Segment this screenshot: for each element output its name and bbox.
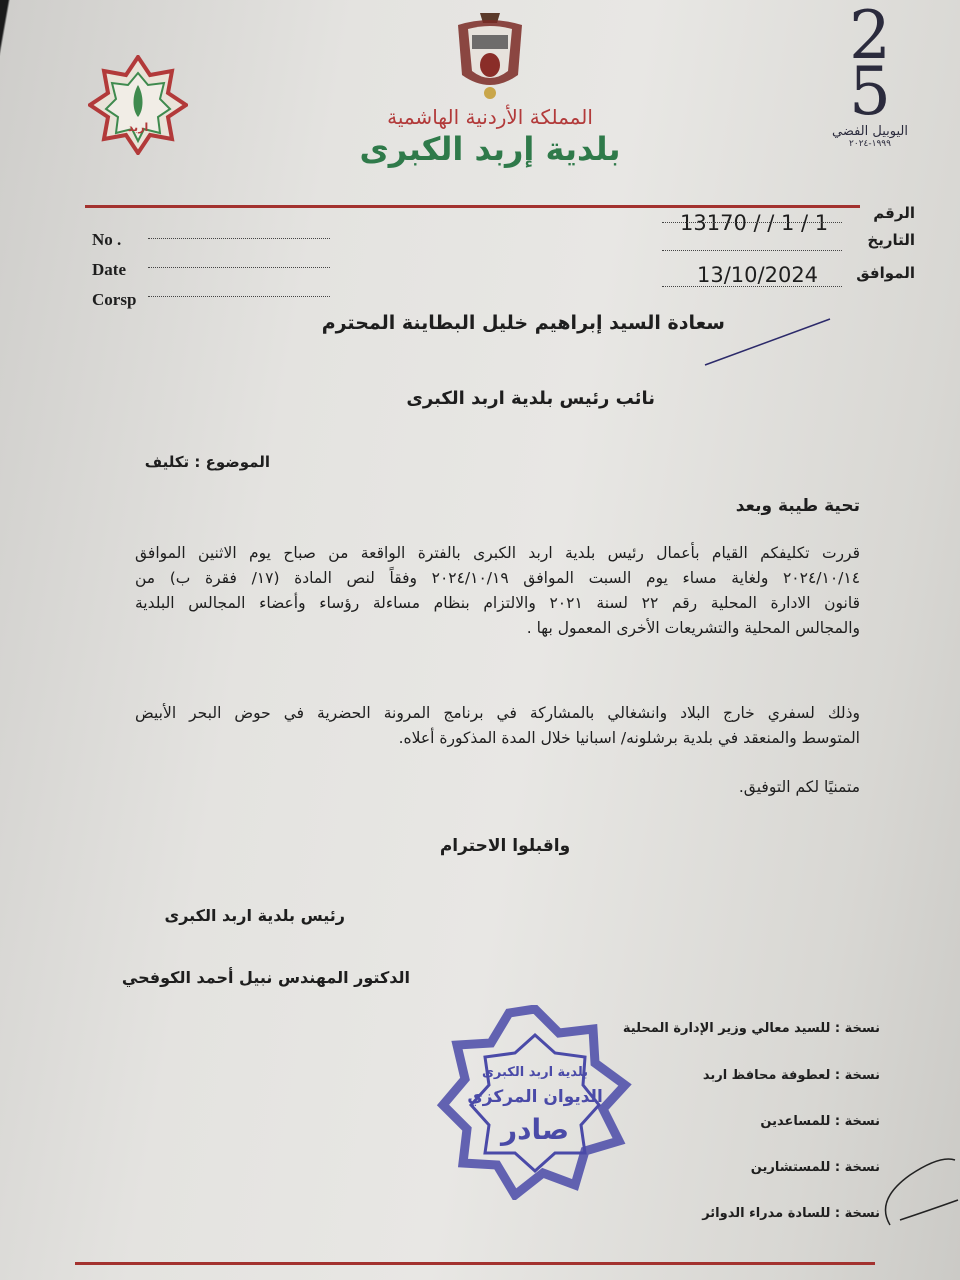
pen-stroke bbox=[700, 315, 835, 370]
irbid-logo bbox=[88, 55, 188, 155]
signature-title: رئيس بلدية اربد الكبرى bbox=[164, 906, 345, 925]
no-field bbox=[148, 238, 330, 239]
date-ar-label: التاريخ bbox=[867, 231, 915, 249]
jubilee-number: 25 bbox=[849, 0, 891, 130]
jubilee-years: ١٩٩٩-٢٠٢٤ bbox=[849, 139, 891, 149]
closing: واقبلوا الاحترام bbox=[439, 836, 571, 856]
subject: الموضوع : تكليف bbox=[144, 453, 270, 471]
copy-item: نسخة : للمستشارين bbox=[750, 1160, 880, 1175]
body-line: قررت تكليفكم القيام بأعمال رئيس بلدية اربد الكبرى بالفترة الواقعة من صباح يوم الاثنين الموافق bbox=[135, 544, 860, 562]
coat-of-arms-icon bbox=[450, 5, 530, 103]
addressee-name: سعادة السيد إبراهيم خليل البطاينة المحترم bbox=[321, 312, 725, 334]
stamp-line-2: الديوان المركزي bbox=[467, 1087, 603, 1107]
date-ar-field bbox=[662, 250, 842, 251]
corsp-label: Corsp bbox=[92, 290, 137, 309]
copy-item: نسخة : لعطوفة محافظ اربد bbox=[702, 1068, 880, 1083]
body-line: المتوسط والمنعقد في بلدية برشلونه/ اسبانيا خلال المدة المذكورة أعلاه. bbox=[398, 729, 860, 747]
logo-text: اربد bbox=[127, 121, 149, 134]
stamp-line-3: صادر bbox=[500, 1113, 570, 1146]
date-label: Date bbox=[92, 260, 126, 279]
addressee-title: نائب رئيس بلدية اربد الكبرى bbox=[406, 388, 655, 409]
no-label: No . bbox=[92, 230, 122, 249]
header-rule bbox=[85, 205, 860, 208]
copy-item: نسخة : للسادة مدراء الدوائر bbox=[702, 1206, 880, 1221]
jubilee-title: اليوبيل الفضي bbox=[832, 124, 908, 139]
body-line: متمنيًا لكم التوفيق. bbox=[738, 778, 860, 796]
copy-item: نسخة : للسيد معالي وزير الإدارة المحلية bbox=[622, 1021, 880, 1036]
body-line: والمجالس المحلية والتشريعات الأخرى المعمول بها . bbox=[526, 619, 860, 637]
number-value: 13170 / / 1 / 1 bbox=[680, 211, 829, 235]
corresponding-field bbox=[662, 286, 842, 287]
copy-item: نسخة : للمساعدين bbox=[760, 1114, 880, 1129]
number-label: الرقم bbox=[873, 204, 915, 222]
signature-scribble bbox=[870, 1140, 960, 1230]
jubilee-logo bbox=[820, 0, 920, 155]
number-field bbox=[662, 222, 842, 223]
body-line: قانون الادارة المحلية رقم ٢٢ لسنة ٢٠٢١ والالتزام بنظام مساءلة رؤساء وأعضاء المجالس البلدية bbox=[135, 594, 860, 612]
body-line: ٢٠٢٤/١٠/١٤ ولغاية مساء يوم السبت الموافق ٢٠٢٤/١٠/١٩ وفقاً لنص المادة (١٧/ فقرة ب) من bbox=[135, 569, 861, 587]
corresponding-label: الموافق bbox=[856, 264, 915, 282]
date-field bbox=[148, 267, 330, 268]
corresponding-value: 13/10/2024 bbox=[697, 263, 819, 287]
issued-stamp bbox=[435, 1005, 635, 1200]
stamp-line-1: بلدية اربد الكبرى bbox=[481, 1065, 589, 1080]
footer-rule bbox=[75, 1262, 875, 1265]
signature-name: الدكتور المهندس نبيل أحمد الكوفحي bbox=[121, 968, 410, 987]
greeting: تحية طيبة وبعد bbox=[735, 496, 860, 516]
municipality-title: بلدية إربد الكبرى bbox=[359, 130, 621, 168]
body-line: وذلك لسفري خارج البلاد وانشغالي بالمشاركة في برنامج المرونة الحضرية في حوض البحر الأبيض bbox=[135, 704, 860, 722]
kingdom-title: المملكة الأردنية الهاشمية bbox=[387, 105, 593, 129]
corsp-field bbox=[148, 296, 330, 297]
